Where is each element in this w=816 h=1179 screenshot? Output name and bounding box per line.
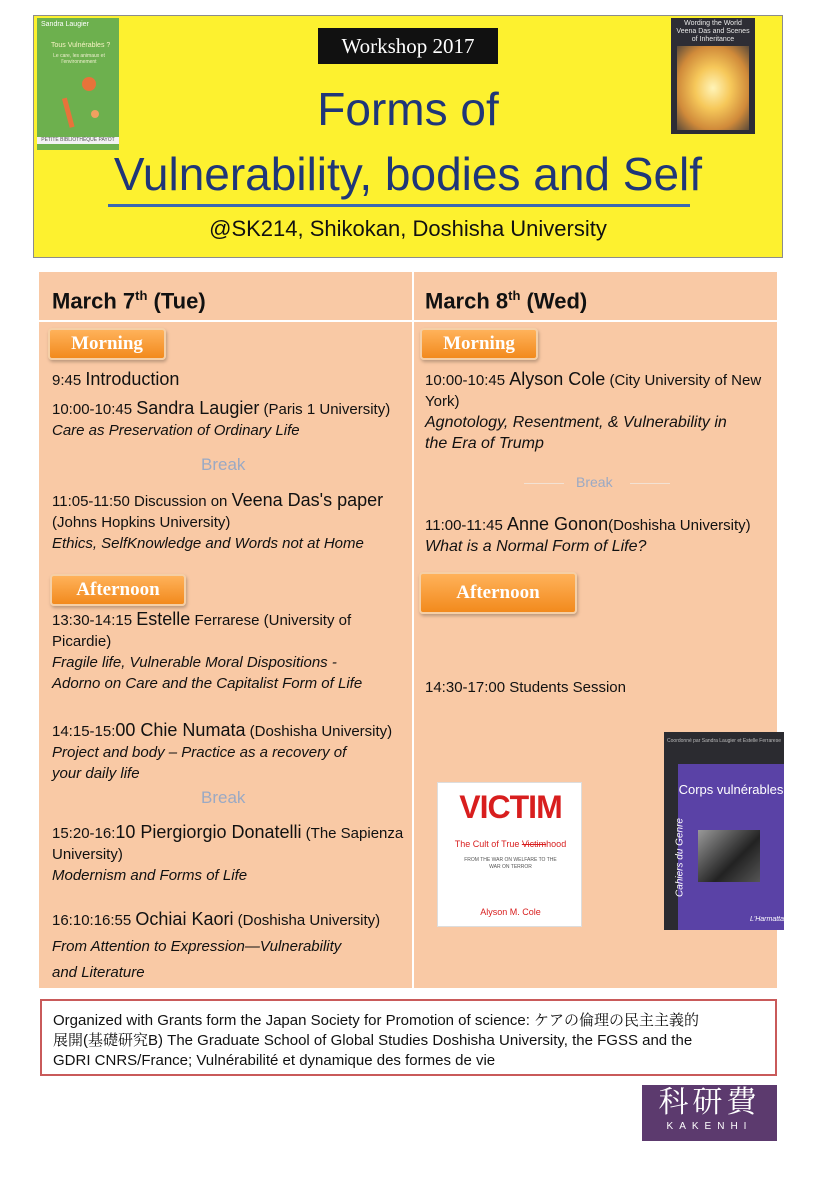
break-day1-afternoon: Break [201,788,246,807]
book-title: The Cult of True Victimhood [454,839,567,849]
session-ochiai: 16:10:16:55 Ochiai Kaori (Doshisha University) From Attention to Expression—Vulnerability and Literature [52,909,381,981]
book-series: Cahiers du Genre [674,818,686,897]
book-author: Sandra Laugier [41,21,89,28]
book-publisher: PETITE BIBLIOTHÈQUE PAYOT [37,137,119,144]
funding-line-2: 展開(基礎研究B) The Graduate School of Global Studies Doshisha University, the FGSS and the [53,1032,693,1049]
funding-note [40,999,777,1076]
session-ferrarese: 13:30-14:15 Estelle Ferrarese (University of Picardie) Fragile life, Vulnerable Moral Dispositions - Adorno on Care and the Capitalist Form of Life [52,609,363,692]
kakenhi-kanji: 科研費 [658,1085,761,1120]
break-line-right [630,483,670,484]
book-cover-corps-vulnerables [664,732,788,930]
kakenhi-logo [642,1085,777,1141]
day1-heading: March 7th (Tue) [52,288,206,314]
break-day1-morning: Break [201,455,246,474]
session-das: 11:05-11:50 Discussion on Veena Das's paper (Johns Hopkins University) Ethics, SelfKnowledge and Words not at Home [52,490,384,552]
funding-line-3: GDRI CNRS/France; Vulnérabilité et dynamique des formes de vie [53,1052,496,1069]
book-cover-cult-of-true-victimhood [437,782,582,927]
book-title: Wording the World Veena Das and Scenes of Inheritance [676,20,750,43]
break-line-left [524,483,564,484]
book-author: Alyson M. Cole [480,907,541,917]
column-divider [412,272,414,988]
book-editors: Coordonné par Sandra Laugier et Estelle Ferrarese [667,738,781,744]
session-donatelli: 15:20-16:10 Piergiorgio Donatelli (The Sapienza University) Modernism and Forms of Life [52,822,404,884]
kakenhi-latin: KAKENHI [666,1121,753,1132]
morning-label-day2: Morning [420,328,538,360]
day2-heading: March 8th (Wed) [425,288,588,314]
book-publisher: L'Harmattan [750,916,788,923]
session-introduction: 9:45 Introduction [52,369,180,389]
book-subtitle: FROM THE WAR ON WELFARE TO THE WAR ON TERROR [464,857,557,870]
session-numata: 14:15-15:00 Chie Numata (Doshisha University) Project and body – Practice as a recovery of your daily life [52,720,393,782]
book-title: Tous Vulnérables ? [51,42,111,49]
venue: @SK214, Shikokan, Doshisha University [209,216,607,241]
afternoon-label-day2: Afternoon [419,572,577,614]
header-divider [39,320,777,322]
funding-line-1: Organized with Grants form the Japan Society for Promotion of science: ケアの倫理の民主主義的 [53,1012,700,1029]
book-title: Corps vulnérables [678,782,784,797]
session-students: 14:30-17:00 Students Session [425,679,626,696]
morning-label-day1: Morning [48,328,166,360]
book-photo [698,830,760,882]
afternoon-label-day1: Afternoon [50,574,186,606]
title-line-1: Forms of [317,83,499,135]
workshop-badge: Workshop 2017 [318,28,498,64]
session-laugier: 10:00-10:45 Sandra Laugier (Paris 1 University) Care as Preservation of Ordinary Life [52,398,391,439]
title-underline [108,204,690,207]
session-gonon: 11:00-11:45 Anne Gonon(Doshisha University) What is a Normal Form of Life? [425,514,751,555]
title-line-2: Vulnerability, bodies and Self [113,148,703,200]
book-big-title: VICTIM [459,789,562,825]
book-subtitle: Le care, les animaux et l'environnement [53,53,105,65]
break-day2: Break [576,474,613,490]
session-cole: 10:00-10:45 Alyson Cole (City University of New York) Agnotology, Resentment, & Vulnerability in the Era of Trump [425,369,762,452]
